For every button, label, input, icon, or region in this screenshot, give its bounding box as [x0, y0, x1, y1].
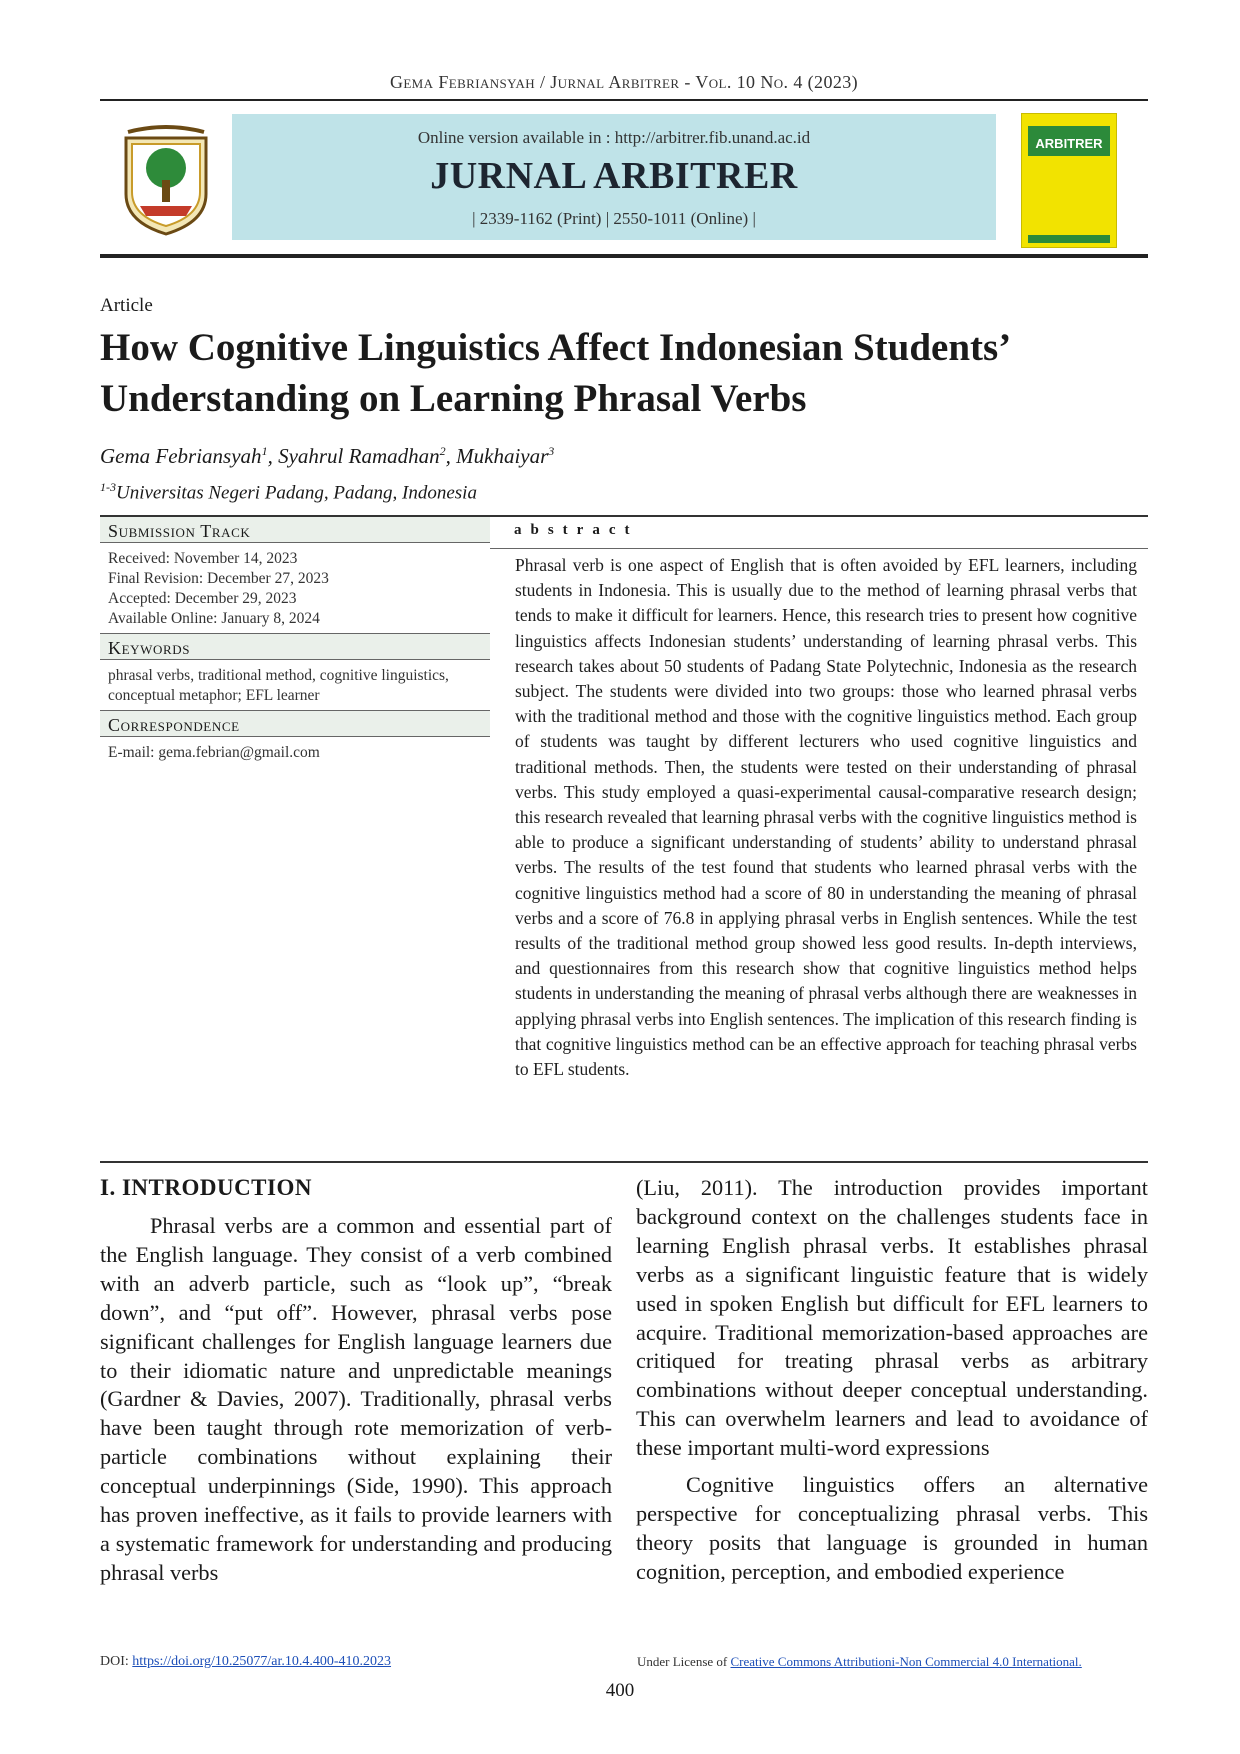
title-line-2: Understanding on Learning Phrasal Verbs — [100, 377, 807, 420]
affiliation-sup: 1-3 — [100, 480, 116, 494]
license-link[interactable]: Creative Commons Attributioni-Non Commercial 4.0 International. — [730, 1654, 1082, 1669]
affiliation-text: Universitas Negeri Padang, Padang, Indonesia — [116, 482, 477, 504]
introduction-paragraph: Cognitive linguistics offers an alternative perspective for conceptualizing phrasal verbs. This theory posits that language is grounded in human cognition, perception, and embodied experience — [636, 1472, 1148, 1584]
introduction-heading: I. INTRODUCTION — [100, 1175, 312, 1200]
affiliation — [100, 480, 477, 504]
received-date: Received: November 14, 2023 — [108, 550, 298, 567]
keywords-line: conceptual metaphor; EFL learner — [108, 687, 320, 704]
accepted-date: Accepted: December 29, 2023 — [108, 590, 297, 607]
license-footer — [637, 1654, 1082, 1670]
doi-footer — [100, 1654, 391, 1670]
final-revision-date: Final Revision: December 27, 2023 — [108, 570, 329, 587]
introduction-left-column — [100, 1212, 612, 1588]
online-url[interactable]: http://arbitrer.fib.unand.ac.id — [614, 128, 811, 147]
available-online-date: Available Online: January 8, 2024 — [108, 610, 320, 627]
license-label: Under License of — [637, 1654, 731, 1669]
author-sup: 1 — [261, 444, 268, 458]
online-version-line — [232, 128, 996, 148]
masthead-box — [232, 114, 996, 240]
abstract-top-rule — [490, 515, 1148, 517]
page-number: 400 — [605, 1680, 635, 1701]
cover-footer-band — [1028, 235, 1110, 243]
author-name: Syahrul Ramadhan — [278, 444, 440, 468]
author-list: Gema Febriansyah$^1$, Syahrul Ramadhan$^2$, Mukhaiyar$^3$ — [100, 444, 555, 468]
doi-link[interactable]: https://doi.org/10.25077/ar.10.4.400-410.2023 — [132, 1654, 392, 1669]
author-name: Gema Febriansyah — [100, 444, 262, 468]
author-name: Mukhaiyar — [456, 444, 549, 468]
author-sup: 3 — [548, 444, 555, 458]
submission-dates — [100, 543, 490, 633]
journal-name: JURNAL ARBITRER — [430, 155, 798, 197]
keywords-line: phrasal verbs, traditional method, cognitive linguistics, — [108, 667, 449, 684]
submission-track-heading: Submission Track — [100, 517, 490, 542]
journal-cover — [1021, 113, 1117, 248]
author-sup: 2 — [439, 444, 446, 458]
university-seal-logo — [118, 124, 214, 236]
header-rule — [100, 99, 1148, 101]
keywords-heading: Keywords — [100, 634, 490, 659]
abstract-heading-rule — [490, 548, 1148, 549]
introduction-paragraph-continued: (Liu, 2011). The introduction provides important background context on the challenges students face in learning English phrasal verbs. It establishes phrasal verbs as a significant linguistic feature that is widely used in spoken English but difficult for EFL learners to acquire. Traditional memorization-based approaches are critiqued for treating phrasal verbs as arbitrary combinations without deeper conceptual understanding. This can overwhelm learners and lead to avoidance of these important multi-word expressions — [636, 1175, 1148, 1461]
cover-title: ARBITRER — [1035, 136, 1103, 151]
doi-label: DOI: — [100, 1654, 133, 1669]
info-bottom-rule — [100, 1161, 490, 1163]
correspondence-heading: Correspondence — [100, 711, 490, 736]
keywords-list — [100, 660, 490, 710]
abstract-heading: abstract — [514, 522, 639, 538]
title-line-1: How Cognitive Linguistics Affect Indonesian Students’ — [100, 326, 1012, 369]
running-head: Gema Febriansyah / Jurnal Arbitrer - Vol. 10 No. 4 (2023) — [389, 72, 859, 92]
online-label: Online version available in : — [417, 128, 615, 147]
article-info-column — [100, 515, 490, 767]
introduction-right-column — [636, 1174, 1148, 1587]
introduction-paragraph: Phrasal verbs are a common and essential part of the English language. They consist of a verb combined with an adverb particle, such as “look up”, “break down”, and “put off”. However, phrasal verbs pose significant challenges for English language learners due to their idiomatic nature and unpredictable meanings (Gardner & Davies, 2007). Traditionally, phrasal verbs have been taught through rote memorization of verb-particle combinations without explaining their conceptual underpinnings (Side, 1990). This approach has proven ineffective, as it fails to provide learners with a systematic framework for understanding and producing phrasal verbs — [100, 1213, 612, 1585]
correspondence-email: E-mail: gema.febrian@gmail.com — [108, 744, 320, 761]
issn-line: | 2339-1162 (Print) | 2550-1011 (Online) | — [472, 209, 756, 228]
masthead-bottom-rule — [100, 254, 1148, 258]
article-title — [100, 322, 1150, 424]
abstract-text: Phrasal verb is one aspect of English that is often avoided by EFL learners, including students in Indonesia. This is usually due to the method of learning phrasal verbs that tends to make it difficult for learners. Hence, this research tries to present how cognitive linguistics affects Indonesian students’ understanding of learning phrasal verbs. This research takes about 50 students of Padang State Polytechnic, Indonesia as the research subject. The students were divided into two groups: those who learned phrasal verbs with the traditional method and those with the cognitive linguistics method. Each group of students was taught by different lecturers who used cognitive linguistics and traditional methods. Then, the students were tested on their understanding of phrasal verbs. This study employed a quasi-experimental causal-comparative research design; this research revealed that learning phrasal verbs with the cognitive linguistics method is able to produce a significant understanding of students’ ability to understand phrasal verbs. The results of the test found that students who learned phrasal verbs with the cognitive linguistics method had a score of 80 in understanding the meaning of phrasal verbs and a score of 76.8 in applying phrasal verbs in English sentences. While the test results of the traditional method group showed less good results. In-depth interviews, and questionnaires from this research show that cognitive linguistics method helps students in understanding the meaning of phrasal verbs although there are weaknesses in applying phrasal verbs into English sentences. The implication of this research finding is that cognitive linguistics method can be an effective approach for teaching phrasal verbs to EFL students. — [515, 555, 1137, 1080]
article-type-label: Article — [100, 295, 153, 316]
abstract-bottom-rule — [490, 1161, 1148, 1163]
